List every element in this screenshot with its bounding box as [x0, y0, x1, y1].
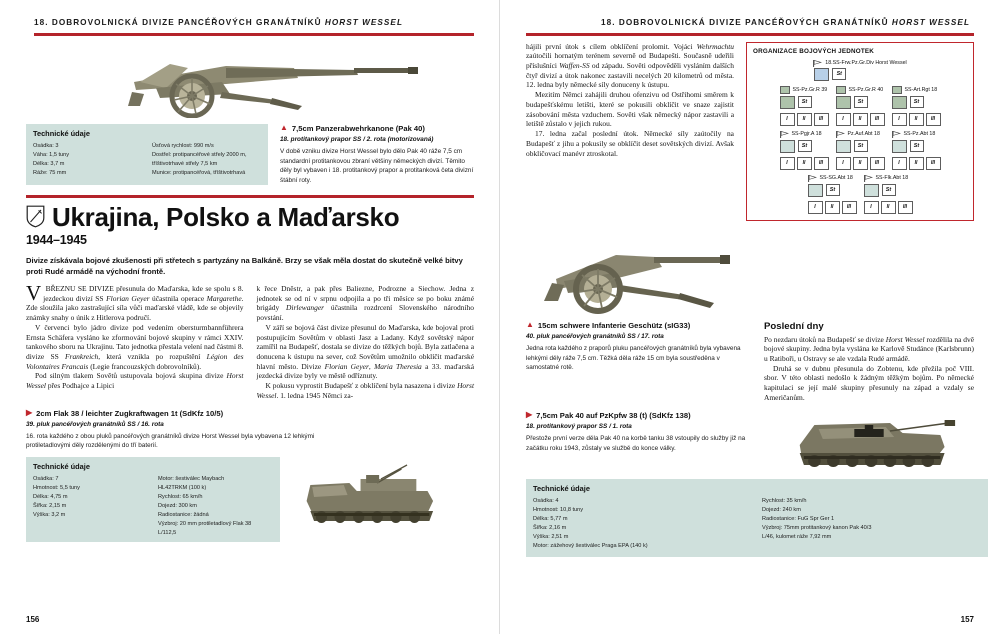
- running-head-italic: HORST WESSEL: [891, 18, 970, 27]
- flag-icon: [836, 131, 845, 138]
- paragraph: K pokusu vyprostit Budapešť z obklíčení byla nasazena i divize Horst Wessel. 1. ledna 1945 Němci za-: [256, 381, 475, 400]
- tech-row: Výška: 2,51 m: [533, 533, 569, 540]
- org-battalions: [892, 157, 941, 170]
- org-battalion: III: [870, 113, 885, 126]
- tech-row: L/46, kulomet ráže 7,92 mm: [762, 533, 832, 540]
- org-battalion: III: [926, 157, 941, 170]
- drop-cap: V: [26, 280, 42, 305]
- tech-row: Radiostanice: FuG Spr Ger 1: [762, 515, 835, 522]
- caption-subtitle: 39. pluk pancéřových granátníků SS / 16. rota: [26, 420, 164, 428]
- flag-icon: [780, 131, 789, 138]
- org-chart: [746, 42, 974, 221]
- section-title-row: [26, 201, 474, 232]
- org-unit-box: [892, 96, 907, 109]
- pak40-illustration: [26, 40, 474, 118]
- paragraph: V září se bojová část divize přesunul do Maďarska, kde bojoval proti postupujícím Sovětům v oblasti Jasz a Ladany. Když sovětský nápor zamířil na Budapešť, dostala se divize do těžkých bojů. Byla zatlačena a donucena k ústupu na sever, což Sovětům umožnilo obklíčit maďarské hlavní město. Divize Florian Geyer, Maria Theresia a 33. maďarská jezdecká divize byly ve městě odříznuty.: [256, 322, 474, 381]
- org-battalion: I: [780, 157, 795, 170]
- org-staff-box: St: [798, 96, 812, 108]
- caption-subtitle: 40. pluk pancéřových granátníků SS / 17. rota: [526, 332, 664, 340]
- org-battalion: II: [881, 201, 896, 214]
- org-battalion: II: [853, 113, 868, 126]
- paragraph: hájili první útok s cílem obklíčení prolomit. Vojáci Wehrmachtu zaútočili hornatým terénem severně od Budapešti. Současně udeřili příslušníci Waffen-SS od západu. Sověti odpověděli vysláním dalších čtyř divizí a útok nakonec zastavili necelých 20 kilometrů od města. 12. ledna byly německé síly donuceny k ústupu.: [526, 41, 734, 90]
- tech-row: Výzbroj: 20 mm protiletadlový Flak 38: [158, 521, 252, 528]
- org-staff-box: St: [854, 140, 868, 152]
- org-battalion: II: [909, 113, 924, 126]
- paragraph: 17. ledna začal poslední útok. Německé síly zaútočily na Budapešť z jihu a pokusily se obklíčit deset sovětských divizí. Avšak obkličovací manévr ztroskotal.: [526, 129, 734, 158]
- tech-row: Hmotnost: 10,8 tuny: [533, 506, 584, 513]
- caption-body: V době vzniku divize Horst Wessel bylo dělo Pak 40 ráže 7,5 cm standardní protitankovou zbraní většiny německých divizí. Těmito děly byl vybaven i 18. protitankový prapor a protitanková četa divizní štábní roty.: [280, 147, 474, 184]
- caption-title: 7,5cm Pak 40 auf PzKpfw 38 (t) (SdKfz 138): [536, 410, 691, 420]
- tech-row: Výzbroj: 75mm protitankový kanon Pak 40/3: [762, 524, 872, 531]
- org-unit-label: SS-Art.Rgt 18: [904, 86, 938, 93]
- caption-body: 16. rota každého z obou pluků pancéřových granátníků divize Horst Wessel byla vybavena 12 lehkými protiletadlovými děly rozdělenými do tří baterií.: [26, 432, 315, 450]
- org-unit: [836, 86, 885, 126]
- flag-icon: [892, 131, 901, 138]
- tech-title: Technické údaje: [33, 128, 90, 138]
- org-division-row: [753, 60, 967, 81]
- org-row: [753, 175, 967, 214]
- body-columns-left: [26, 280, 475, 401]
- marder-illustration: [764, 411, 974, 473]
- tech-row: Dojezd: 300 km: [158, 503, 197, 510]
- infantry-box-icon: [836, 86, 846, 94]
- paragraph: Druhá se v dubnu přesunula do Zobtenu, kde přežila poč VIII. sbor. V této oblasti nedošlo k žádným těžkým bojům. Po německé kapitulaci se její malé skupiny přesunuly na západ a vzdaly se Američanům.: [764, 363, 974, 402]
- org-battalion: III: [814, 157, 829, 170]
- caption-title: 2cm Flak 38 / leichter Zugkraftwagen 1t (SdKfz 10/5): [36, 408, 224, 418]
- paragraph: Po nezdaru útoků na Budapešť se divize Horst Wessel rozdělila na dvě bojové skupiny. Jedna byla vyslána ke Karlově Studánce (Karlsbrunn) u Ratiboři, u Ostravy se ale vzdala Rudé armádě.: [764, 334, 975, 364]
- org-staff-box: St: [798, 140, 812, 152]
- org-battalion: II: [825, 201, 840, 214]
- tech-table-pak40: [26, 124, 268, 186]
- tech-row: Dojezd: 240 km: [762, 506, 801, 513]
- tech-row: Úsťová rychlost: 990 m/s: [152, 142, 214, 149]
- subsection-title: Poslední dny: [764, 320, 824, 332]
- org-division-box: [814, 68, 829, 81]
- figure-sig33-photo: [526, 227, 751, 319]
- org-battalions: [864, 201, 913, 214]
- tech-row: tříštivotrhavé střely 7,5 km: [152, 160, 218, 167]
- flak38-illustration: [288, 457, 474, 531]
- org-unit-label: SS-SG.Abt 18: [819, 175, 853, 182]
- org-row: [753, 86, 967, 126]
- org-unit: [892, 131, 941, 170]
- tech-row: Délka: 4,75 m: [33, 494, 68, 501]
- org-staff-box: St: [826, 184, 840, 196]
- org-battalion: I: [836, 157, 851, 170]
- org-battalion: II: [797, 113, 812, 126]
- body-column-2: [257, 284, 475, 401]
- tech-row: Rychlost: 35 km/h: [762, 497, 807, 504]
- figure-pak40-photo: [26, 40, 474, 118]
- org-unit: [780, 131, 829, 170]
- sig33-info-row: [526, 321, 974, 403]
- tech-row: Váha: 1,5 tuny: [33, 151, 70, 158]
- org-staff-box: St: [882, 184, 896, 196]
- infantry-box-icon: [892, 86, 902, 94]
- org-battalion: III: [842, 201, 857, 214]
- paragraph: V červenci bylo jádro divize pod vedením obersturmbannführera Ernsta Schäfera vysláno ke zformování bojové skupiny v rámci XXIV. tankového sboru na Ukrajinu. Tato jednotka přestala velení nad částmi 8. divize SS Frankreich, která vznikla po rozpuštění Légion des Volontaires Francais (Legie francouzských dobrovolníků).: [26, 322, 244, 371]
- triangle-marker-icon: ▲: [280, 123, 288, 133]
- org-battalion: III: [926, 113, 941, 126]
- tech-row: Délka: 3,7 m: [33, 160, 65, 167]
- tech-title: Technické údaje: [533, 483, 590, 493]
- org-battalion: I: [836, 113, 851, 126]
- tech-row: Osádka: 4: [533, 497, 559, 504]
- paragraph: Mezitím Němci zahájili druhou ofenzivu od Ostřihomi směrem k budapešťskému letišti, které se pokusili obklíčit ve snaze zajistit zásobování města vzduchem. Sověti však německý nápor zastavili a letiště zůstalo v jejich rukou.: [526, 90, 734, 129]
- bottom-info-row: [26, 457, 474, 542]
- tech-row: Osádka: 7: [33, 476, 59, 483]
- section-rule: [26, 195, 474, 198]
- org-battalion: II: [909, 157, 924, 170]
- org-battalion: III: [898, 201, 913, 214]
- figure-flak38-photo: [288, 457, 474, 531]
- header-rule-right: [526, 33, 974, 36]
- org-row: [753, 131, 967, 170]
- header-rule-left: [34, 33, 474, 36]
- org-staff-box: St: [910, 96, 924, 108]
- tech-row: Hmotnost: 5,5 tuny: [33, 485, 80, 492]
- caption-sig33: [526, 321, 754, 403]
- tech-col-right: [152, 142, 261, 178]
- tech-table-flak38: [26, 457, 280, 542]
- org-battalion: I: [892, 113, 907, 126]
- shield-sword-icon: [26, 205, 45, 228]
- org-unit-box: [836, 96, 851, 109]
- org-battalions: [780, 113, 829, 126]
- tech-row: Radiostanice: žádná: [158, 512, 209, 519]
- org-unit-label: SS-Pz.Gr.R 39: [792, 86, 828, 93]
- org-battalion: III: [870, 157, 885, 170]
- org-unit-label: SS-Pz.Gr.R 40: [848, 86, 884, 93]
- org-staff-box: St: [910, 140, 924, 152]
- caption-title: 15cm schwere Infanterie Geschütz (sIG33): [537, 320, 691, 330]
- tech-row: Dostřel: protipancéřové střely 2000 m,: [152, 151, 247, 158]
- figure-marder-photo: [764, 411, 974, 473]
- flag-icon: [813, 60, 822, 67]
- tech-row: Motor: šestiválec Maybach: [158, 476, 225, 483]
- org-battalions: [780, 157, 829, 170]
- org-battalions: [836, 157, 885, 170]
- org-staff-box: St: [854, 96, 868, 108]
- tech-row: Rychlost: 65 km/h: [158, 494, 203, 501]
- org-unit: [864, 175, 913, 214]
- caption-body: Přestože první verze děla Pak 40 na korbě tanku 38 vstoupily do služby již na začátku roku 1943, zůstaly ve službě do konce války.: [526, 434, 746, 452]
- tech-row: Munice: protipancéřová, tříštivotrhavá: [152, 169, 246, 176]
- caption-pak40: [280, 124, 474, 186]
- org-unit: [836, 131, 885, 170]
- body-column-right-2: [764, 335, 974, 403]
- org-division-label: 18.SS-Frw.Pz.Gr.Div Horst Wessel: [825, 60, 907, 67]
- body-column-right-1: [526, 42, 734, 221]
- section-poslední-dny: [764, 321, 974, 403]
- tech-table-marder: [526, 479, 988, 557]
- org-battalion: I: [780, 113, 795, 126]
- page-number-left: 156: [26, 615, 40, 624]
- tech-row: Šířka: 2,16 m: [533, 524, 567, 531]
- org-unit-box: [808, 184, 823, 197]
- caption-flak38: [26, 409, 474, 452]
- triangle-marker-icon: ▶: [526, 410, 533, 420]
- tech-row: Délka: 5,77 m: [533, 515, 568, 522]
- org-battalion: I: [808, 201, 823, 214]
- flag-icon: [864, 175, 873, 182]
- triangle-marker-icon: ▲: [526, 320, 534, 330]
- bottom-caption-row: [526, 411, 974, 473]
- org-unit-box: [892, 140, 907, 153]
- tech-col-right: [158, 475, 273, 538]
- tech-row: Šířka: 2,15 m: [33, 503, 67, 510]
- page-number-right: 157: [960, 615, 974, 624]
- org-unit-box: [780, 140, 795, 153]
- org-staff-box: St: [832, 68, 846, 80]
- org-unit: [892, 86, 941, 126]
- tech-col-left: [533, 497, 752, 551]
- caption-body: Jedna rota každého z praporů pluku pancéřových granátníků byla vybavena lehkými děly ráže 7,5 cm. Těžká děla ráže 15 cm byla soustředěna v samostatné rotě.: [526, 344, 741, 372]
- org-unit-label: SS-Pgjr.A 18: [791, 131, 822, 138]
- org-unit-box: [864, 184, 879, 197]
- org-unit-box: [836, 140, 851, 153]
- running-head-italic: HORST WESSEL: [324, 18, 403, 27]
- caption-subtitle: 18. protitankový prapor SS / 1. rota: [526, 422, 632, 430]
- org-battalions: [892, 113, 941, 126]
- tech-row: Motor: zážehový šestiválec Praga EPA (140 k): [533, 542, 648, 549]
- org-battalion: I: [892, 157, 907, 170]
- top-info-row: [26, 124, 474, 186]
- sig33-illustration: [526, 227, 751, 319]
- running-head-prefix: 18. DOBROVOLNICKÁ DIVIZE PANCÉŘOVÝCH GRANÁTNÍKŮ: [34, 18, 322, 27]
- org-battalions: [836, 113, 885, 126]
- org-unit: [780, 86, 829, 126]
- page-title: Ukrajina, Polsko a Maďarsko: [52, 201, 400, 232]
- right-page: [500, 0, 1000, 634]
- triangle-marker-icon: ▶: [26, 408, 33, 418]
- caption-pak40-sdkfz138: [526, 411, 754, 473]
- org-unit-label: SS-Pz.Abt 18: [903, 131, 936, 138]
- tech-row: HL42TRKM (100 k): [158, 485, 207, 492]
- org-unit-box: [780, 96, 795, 109]
- tech-row: L/112,5: [158, 530, 177, 537]
- infantry-box-icon: [780, 86, 790, 94]
- flag-icon: [808, 175, 817, 182]
- tech-row: Osádka: 3: [33, 142, 59, 149]
- tech-title: Technické údaje: [33, 462, 90, 472]
- tech-row: Výška: 3,2 m: [33, 512, 66, 519]
- org-battalion: II: [853, 157, 868, 170]
- org-unit: [808, 175, 857, 214]
- running-head-prefix: 18. DOBROVOLNICKÁ DIVIZE PANCÉŘOVÝCH GRANÁTNÍKŮ: [601, 18, 889, 27]
- caption-subtitle: 18. protitankový prapor SS / 2. rota (motorizovaná): [280, 135, 434, 143]
- org-battalion: I: [864, 201, 879, 214]
- tech-col-left: [33, 475, 148, 538]
- top-content-row: [526, 42, 974, 221]
- paragraph: V BŘEZNU SE DIVIZE přesunula do Maďarska, kde se spolu s 8. jezdeckou divizí SS Florian Geyer účastnila operace Margarethe. Zde sloužila jako zastrašující síla vůči maďarské vládě, kde se objevily známky snahy o únik z Hitlerova područí.: [26, 280, 244, 323]
- tech-col-left: [33, 142, 142, 178]
- running-head-right: [526, 18, 974, 27]
- tech-row: Ráže: 75 mm: [33, 169, 67, 176]
- body-column-1: [26, 280, 244, 401]
- caption-title: 7,5cm Panzerabwehrkanone (Pak 40): [291, 123, 425, 133]
- section-lede: Divize získávala bojové zkušenosti při střetech s partyzány na Balkáně. Brzy se však měla dostat do skutečně velké bitvy proti Rudé armádě na východní frontě.: [26, 255, 463, 276]
- org-battalions: [808, 201, 857, 214]
- paragraph: Pod silným tlakem Sovětů ustupovala bojová skupina divize Horst Wessel přes Podhajce a Lipici: [26, 371, 244, 391]
- org-unit-label: SS-Flk.Abt 18: [875, 175, 909, 182]
- org-unit-label: Pz.Auf.Abt 18: [847, 131, 880, 138]
- org-battalion: II: [797, 157, 812, 170]
- running-head-left: [26, 18, 474, 27]
- org-chart-title: ORGANIZACE BOJOVÝCH JEDNOTEK: [753, 47, 875, 55]
- section-years: 1944–1945: [26, 232, 87, 247]
- paragraph: k řece Dněstr, a pak přes Baliezne, Podrozne a Siechow. Jedna z jednotek se od ní v srpnu odpojila a po tři měsíce se po boku známé brigády Dirlewanger účastnila rozdrcení Slovenského národního povstání.: [256, 283, 474, 323]
- org-battalion: III: [814, 113, 829, 126]
- tech-col-right: [762, 497, 981, 551]
